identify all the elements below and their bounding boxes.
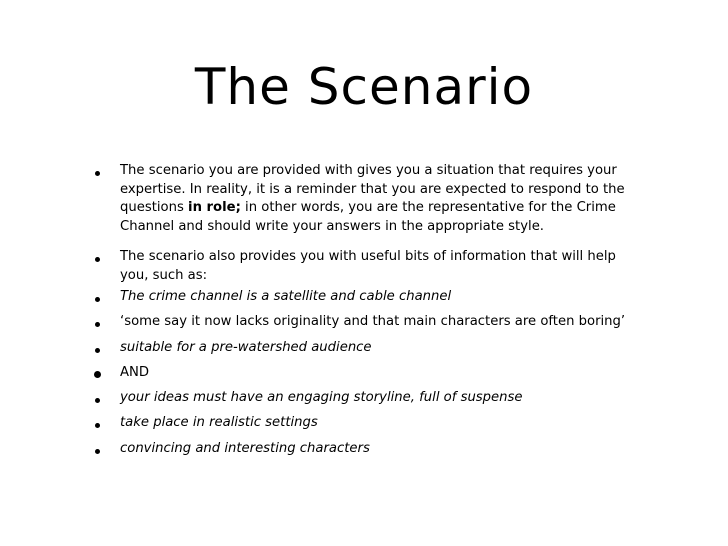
bullet-text: AND (120, 365, 150, 380)
bullet-icon (92, 169, 102, 179)
bullet-text: convincing and interesting characters (120, 441, 370, 456)
bullet-text (120, 162, 650, 236)
bullet-icon (92, 447, 102, 457)
bullet-text: take place in realistic settings (120, 415, 318, 430)
bullet-icon (92, 370, 102, 380)
bullet-text: The crime channel is a satellite and cable channel (120, 289, 452, 304)
bullet-icon (92, 421, 102, 431)
bullet-text (120, 248, 650, 285)
bullet-line-text: in other words, you are the representative for the Crime (240, 200, 616, 216)
bullet-line: Channel and should write your answers in the appropriate style. (120, 218, 545, 234)
bold-in-role: in role; (188, 200, 241, 216)
bullet-icon (92, 320, 102, 330)
bullet-line: expertise. In reality, it is a reminder that you are expected to respond to the (120, 181, 625, 197)
bullet-line: The scenario you are provided with gives you a situation that requires your (120, 163, 617, 178)
bullet-icon (92, 396, 102, 406)
bullet-icon (92, 295, 102, 305)
bullet-line (120, 199, 650, 218)
bullet-line-text: questions (120, 200, 189, 216)
bullet-icon (92, 255, 102, 265)
bullet-text: ‘some say it now lacks originality and that main characters are often boring’ (120, 314, 626, 329)
bullet-icon (92, 346, 102, 356)
slide-title: The Scenario (194, 58, 534, 116)
bullet-text: your ideas must have an engaging storyline, full of suspense (120, 390, 523, 405)
bullet-text: suitable for a pre-watershed audience (120, 340, 372, 355)
bullet-line: you, such as: (120, 267, 208, 283)
bullet-line: The scenario also provides you with useful bits of information that will help (120, 249, 616, 264)
